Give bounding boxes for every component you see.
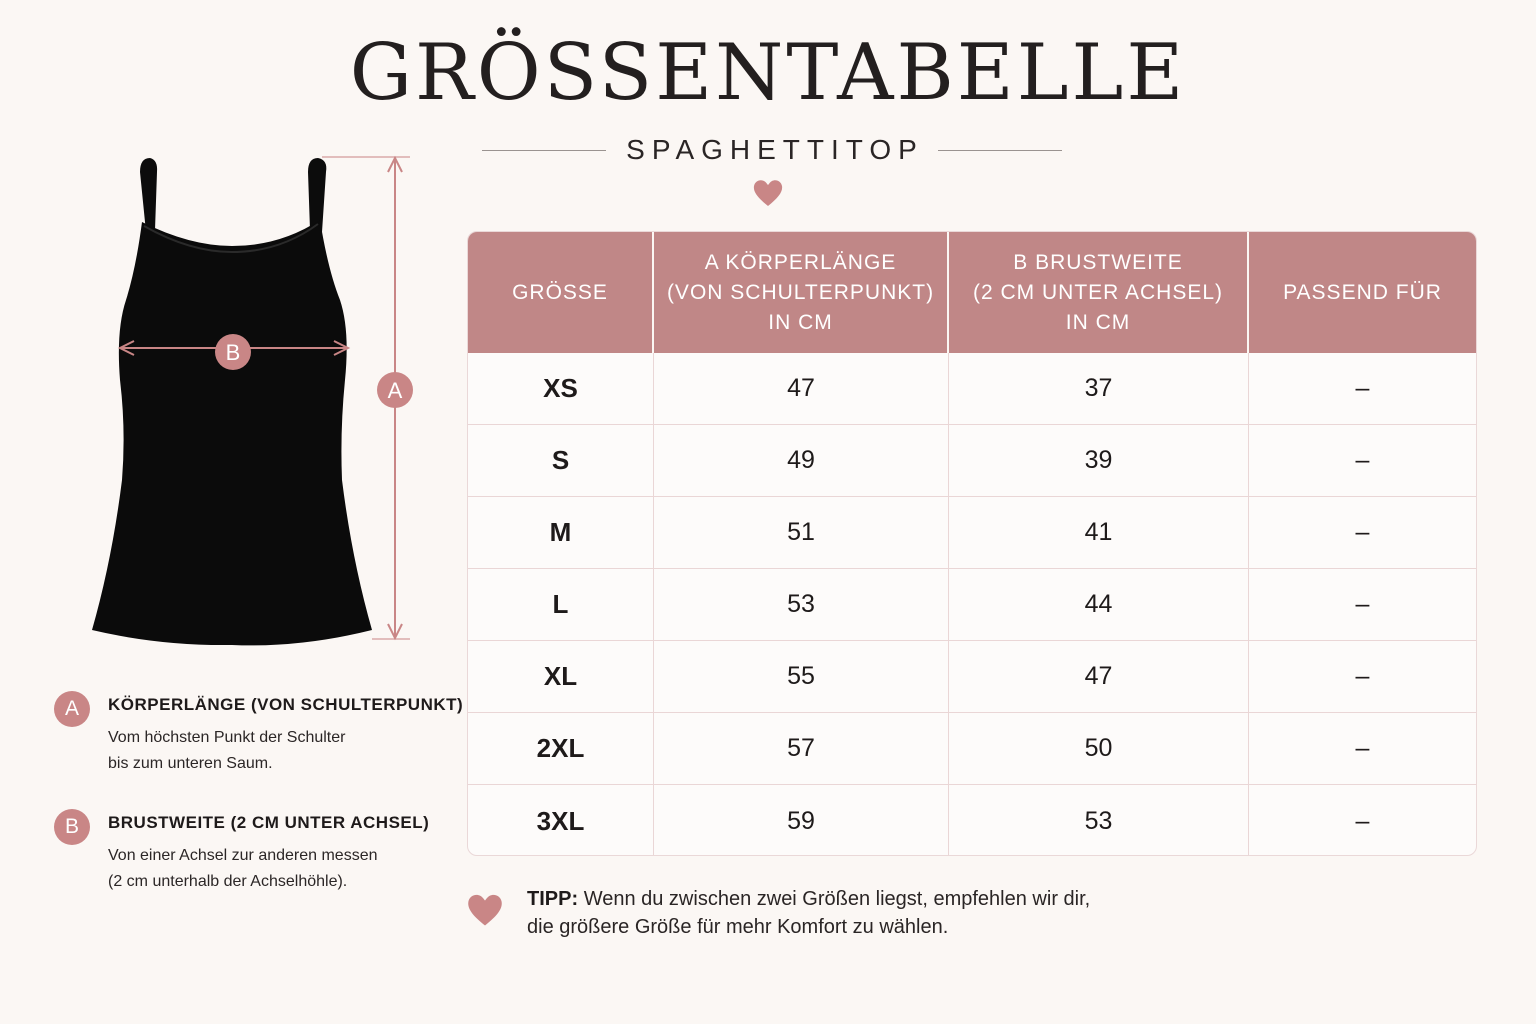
column-header-length-l2: (VON SCHULTERPUNKT) [666,280,935,304]
cell-fits: – [1355,806,1370,835]
column-header-length [654,232,949,353]
cell-size: L [468,569,654,640]
cell-chest: 53 [949,785,1249,856]
tip-line2: die größere Größe für mehr Komfort zu wählen. [527,916,949,938]
cell-length: 53 [654,569,949,640]
legend-desc-a-line1: Vom höchsten Punkt der Schulter [108,729,346,746]
column-header-chest-l3: IN CM [1065,310,1131,334]
table-body [468,353,1476,856]
marker-b-label: B [225,340,241,365]
cell-size: 3XL [468,785,654,856]
column-header-length-l1: A KÖRPERLÄNGE [704,250,897,274]
cell-fits: – [1355,590,1370,618]
cell-fits: – [1355,662,1370,690]
column-header-chest [949,232,1249,353]
column-header-size [468,232,654,353]
cell-length: 47 [654,353,949,424]
divider-right [938,150,1062,151]
cell-fits: – [1355,518,1370,546]
cell-size: XL [468,641,654,712]
left-strap [140,158,157,232]
column-header-size-text: GRÖSSE [512,280,608,304]
marker-a-label: A [387,378,403,403]
legend-desc-b-line2: (2 cm unterhalb der Achselhöhle). [108,873,348,890]
cell-size: S [468,425,654,496]
right-strap [308,158,326,232]
cell-fits: – [1355,734,1370,762]
cell-chest: 39 [949,425,1249,496]
legend-title-a: KÖRPERLÄNGE (VON SCHULTERPUNKT) [108,695,464,714]
column-header-chest-l1: B BRUSTWEITE [1013,250,1183,274]
cell-length: 59 [654,785,949,856]
cell-fits: – [1355,374,1370,402]
divider-left [482,150,606,151]
table-row [468,569,1476,641]
cell-length: 51 [654,497,949,568]
column-header-chest-l2: (2 CM UNTER ACHSEL) [972,280,1224,304]
tank-top-diagram [80,140,420,660]
legend-desc-b [108,843,448,895]
cell-length: 49 [654,425,949,496]
cell-size: M [468,497,654,568]
page-subtitle: SPAGHETTITOP [626,134,924,165]
cell-size: XS [468,353,654,424]
legend-desc-a [108,725,448,777]
column-header-fits-text: PASSEND FÜR [1283,280,1442,304]
table-row [468,497,1476,569]
cell-chest: 37 [949,353,1249,424]
subtitle-row [482,132,1062,168]
tank-top-body [92,220,372,645]
legend-desc-b-line1: Von einer Achsel zur anderen messen [108,847,378,864]
legend-badge-b: B [54,809,90,845]
cell-fits: – [1355,446,1370,474]
tip-text [527,885,1187,941]
legend-desc-a-line2: bis zum unteren Saum. [108,755,273,772]
tip-line1 [527,885,1187,913]
tip-line1-text: Wenn du zwischen zwei Größen liegst, empfehlen wir dir, [583,888,1091,910]
heart-icon [752,178,784,208]
cell-length: 55 [654,641,949,712]
table-header [468,232,1476,353]
cell-chest: 44 [949,569,1249,640]
tip-label: TIPP: [527,888,579,910]
column-header-length-l3: IN CM [768,310,833,334]
legend-badge-a: A [54,691,90,727]
heart-icon [466,892,504,928]
page-title: GRÖSSENTABELLE [349,28,1187,118]
size-table [467,231,1477,856]
table-row [468,641,1476,713]
cell-chest: 41 [949,497,1249,568]
column-header-fits [1249,232,1476,353]
table-row [468,713,1476,785]
cell-chest: 50 [949,713,1249,784]
table-row [468,785,1476,856]
cell-size: 2XL [468,713,654,784]
table-row [468,425,1476,497]
table-row [468,353,1476,425]
cell-chest: 47 [949,641,1249,712]
cell-length: 57 [654,713,949,784]
legend-title-b: BRUSTWEITE (2 CM UNTER ACHSEL) [108,813,430,832]
